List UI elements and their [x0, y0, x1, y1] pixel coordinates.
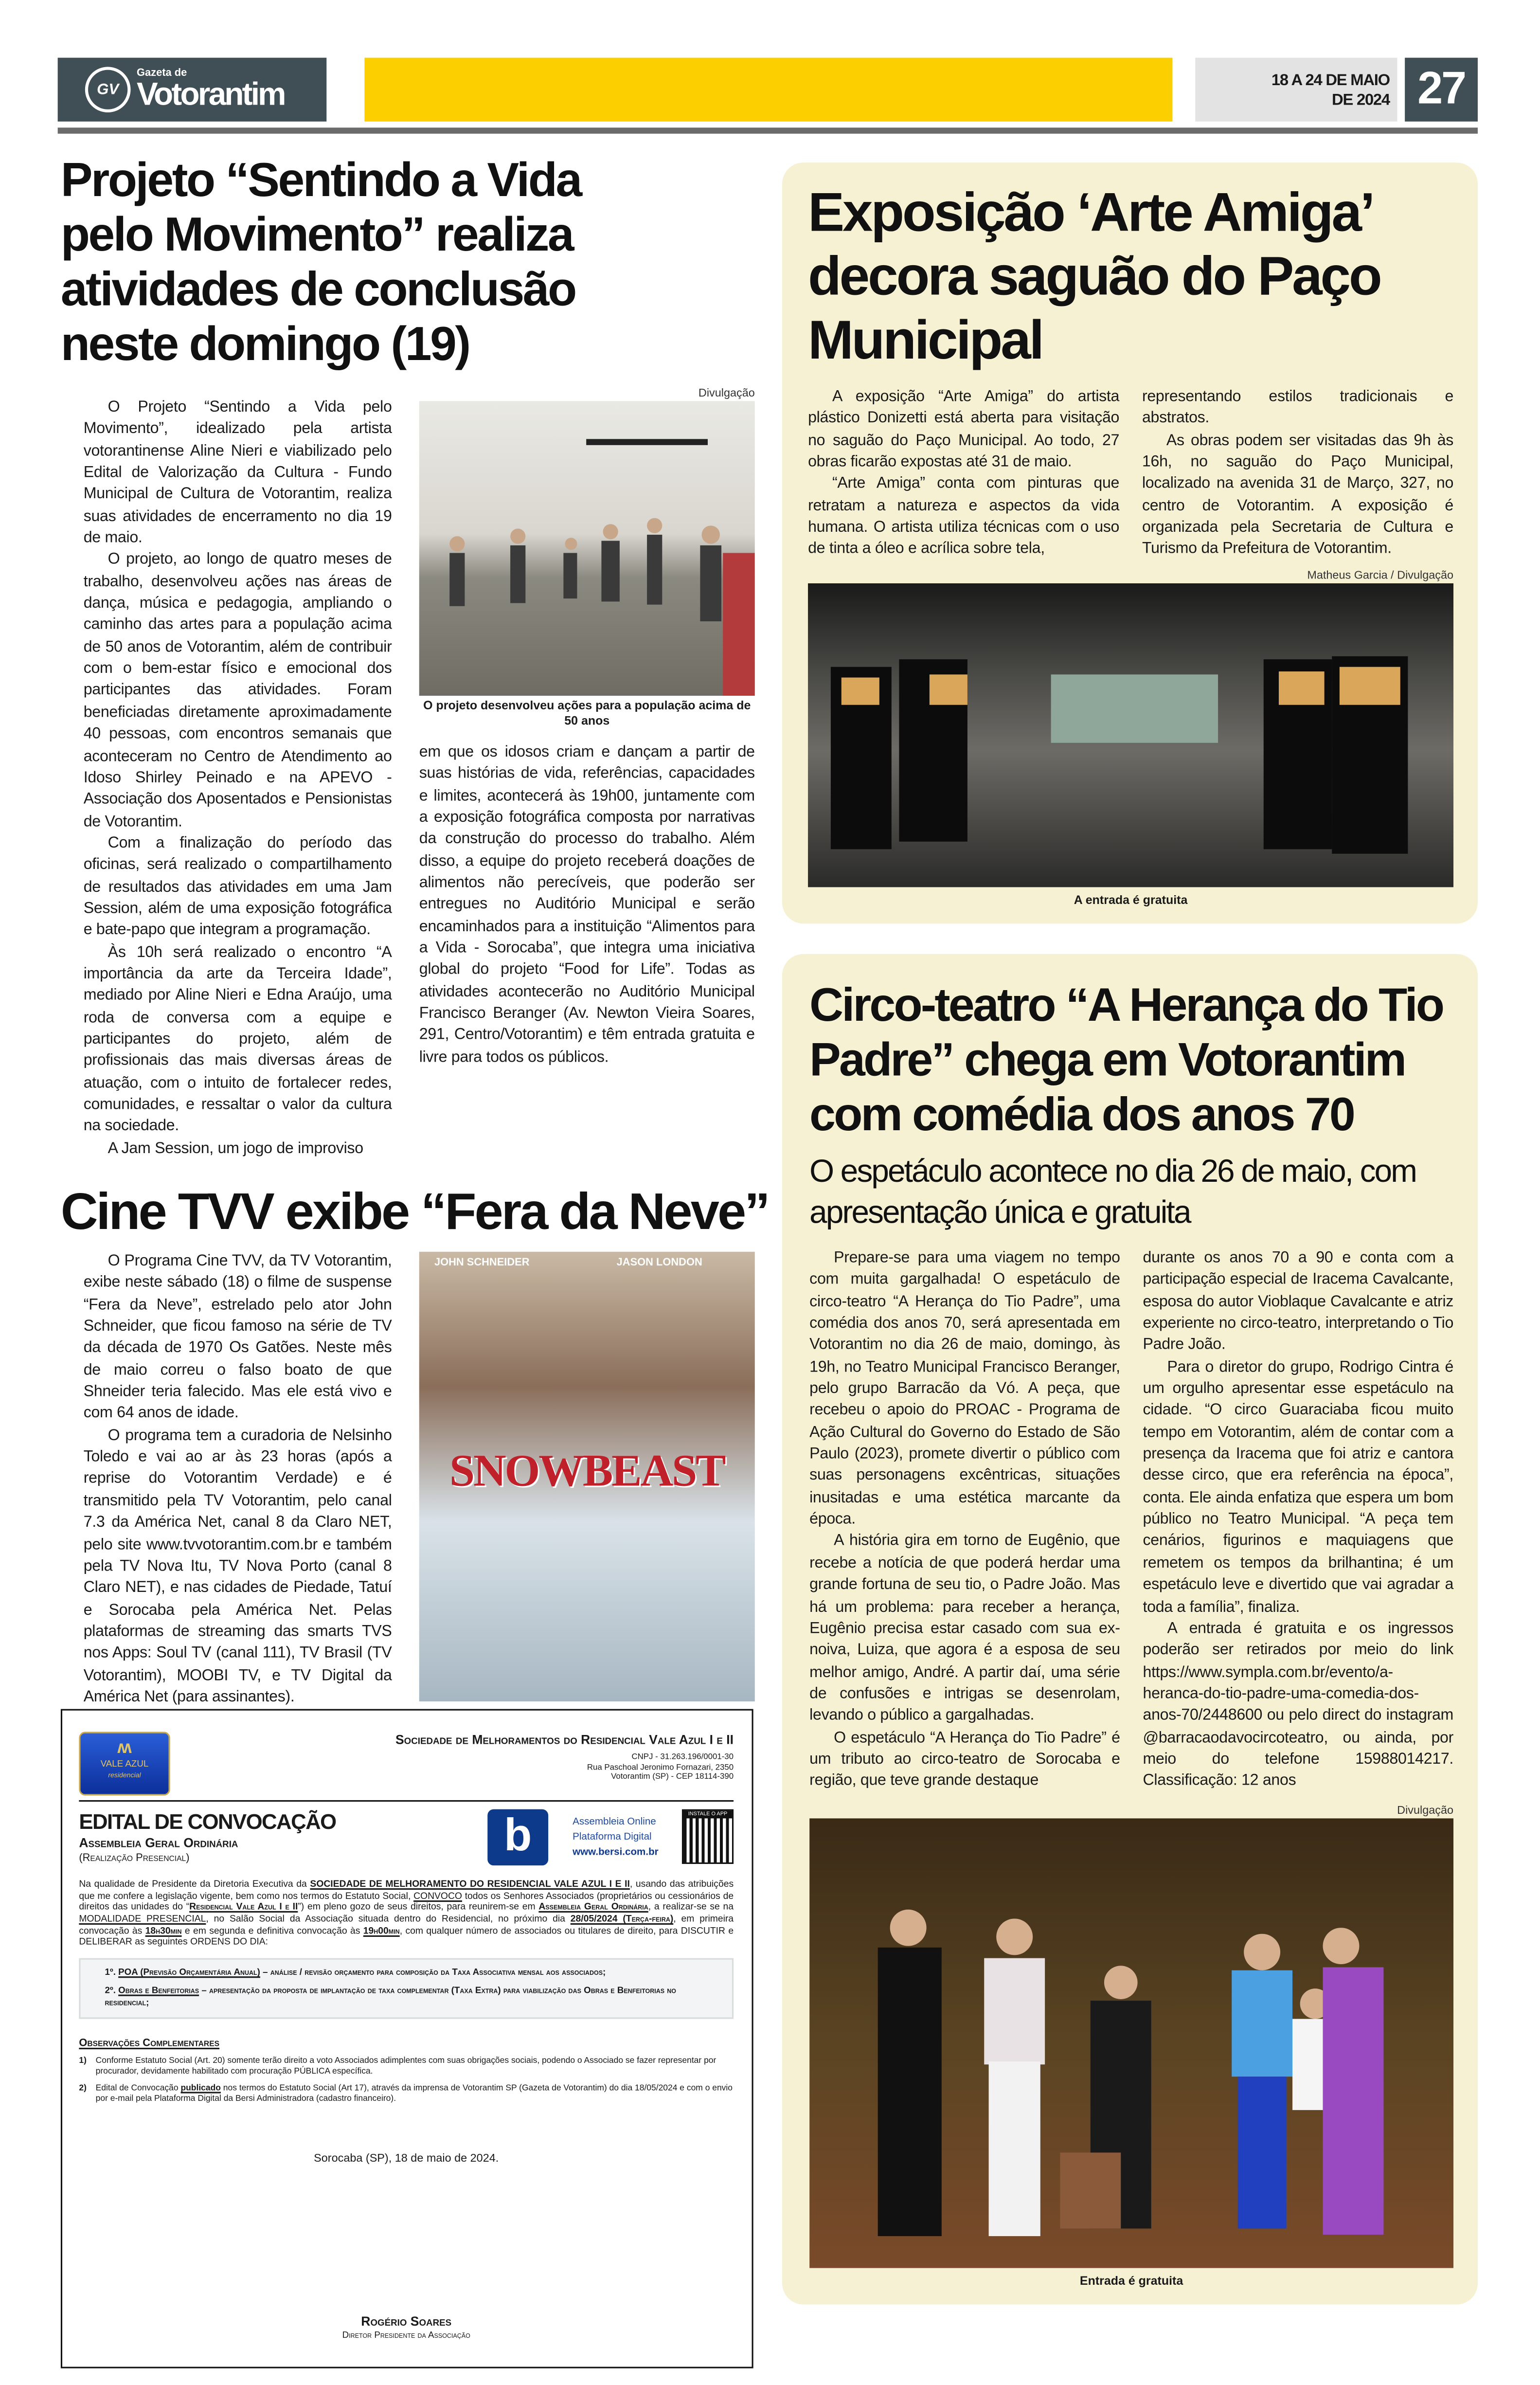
paragraph: A Jam Session, um jogo de improviso — [107, 1140, 363, 1157]
paragraph: O Programa Cine TVV, da TV Votorantim, exibe neste sábado (18) o filme de suspense “Fera da Neve”, estrelado pelo ator John Schneider, que ficou famoso na série de TV da década de 1970 Os Gatões. Neste mês de maio correu o falso boato de que Shneider teria falecido. Mas ele está vivo e com 64 anos de idade. — [83, 1253, 392, 1423]
agenda-item-1 — [105, 1967, 720, 1979]
paragraph: A história gira em torno de Eugênio, que recebe a notícia de que poderá herdar uma grande fortuna de seu tio, o Padre João. Mas há um problema: para receber a herança, Eugênio precisa estar casado com sua ex-noiva, Luiza, que agora é a esposa de seu melhor amigo, André. A partir daí, uma série de confusões e intrigas se desenrolam, levando o público a gargalhadas. — [809, 1533, 1120, 1725]
obs-text: nos termos do Estatuto Social (Art 17), através da imprensa de Votorantim SP (Gazeta de Votorantim) do dia 18/05/2024 e com o envio por e-mail pela Plataforma Digital da Bersi Administradora (cadastro financeiro). — [95, 2084, 733, 2104]
edital-obs-title: Observações Complementares — [79, 2038, 220, 2049]
edital-agenda — [79, 1958, 734, 2019]
paragraph: em que os idosos criam e dançam a partir de suas histórias de vida, referências, capacidades e limites, acontecerá às 19h00, juntamente com a exposição fotográfica composta por narrativas da construção do processo do trabalho. Além disso, a equipe do projeto receberá doações de alimentos não perecíveis, que poderão ser entregues no Auditório Municipal e serão encaminhados para a instituição “Alimentos para a Vida - Sorocaba”, que integra uma iniciativa global do projeto “Food for Life”. Todas as atividades acontecerão no Auditório Municipal Francisco Beranger (Av. Newton Vieira Soares, 291, Centro/Votorantim) e têm entrada gratuita e livre para todos os públicos. — [419, 744, 755, 1066]
edital-org-name: Sociedade de Melhoramentos do Residencial Vale Azul I e II — [395, 1732, 734, 1748]
article1-col2 — [419, 743, 755, 1070]
article4-col1 — [809, 1249, 1120, 1794]
obs-num: 2) — [79, 2084, 87, 2093]
edital-text: , usando das atribuições que me confere a legislação vigente, bem como nos termos do Estatuto Social, — [79, 1879, 734, 1902]
article1-photo-credit: Divulgação — [698, 386, 755, 400]
article4-title: Circo-teatro “A Herança do Tio Padre” chega em Votorantim com comédia dos anos 70 — [809, 978, 1443, 1141]
edital-text: e em segunda e definitiva convocação às — [181, 1925, 363, 1936]
poster-title: SNOWBEAST — [449, 1446, 725, 1497]
agenda-head: POA (Previsão Orçamentária Anual) — [118, 1968, 260, 1978]
edital-text: , a realizar-se se na — [648, 1902, 734, 1914]
issue-date-line2: DE 2024 — [1332, 91, 1390, 109]
edital-announcement — [61, 1709, 753, 2368]
article1-title: Projeto “Sentindo a Vida pelo Movimento” realiza atividades de conclusão neste domingo (19) — [60, 152, 581, 371]
article4-photo-caption: Entrada é gratuita — [1079, 2274, 1183, 2288]
paragraph: representando estilos tradicionais e abstratos. — [1142, 389, 1454, 428]
bersi-logo-icon: b — [487, 1809, 548, 1866]
article3-photo-credit: Matheus Garcia / Divulgação — [1307, 567, 1454, 582]
logo-small-text: Gazeta de — [137, 68, 187, 79]
edital-cnpj: CNPJ - 31.263.196/0001-30 — [631, 1753, 734, 1763]
article2-body-row — [61, 1252, 755, 1709]
obs-item — [79, 2084, 734, 2105]
paragraph: O programa tem a curadoria de Nelsinho Toledo e vai ao ar às 23 horas (após a reprise do Votorantim Verdade) e é transmitido pela TV Votorantim, pelo canal 7.3 da América Net, canal 8 da Claro NET, pelo site www.tvvotorantim.com.br e também pela TV Nova Itu, TV Nova Porto (canal 8 Claro NET), e nas cidades de Piedade, Tatuí e Sorocaba pela América Net. Pelas plataformas de streaming das smarts TVS nos Apps: Soul TV (canal 111), TV Brasil (TV Votorantim), MOOBI TV, e TV Digital da América Net (para assinantes). — [83, 1427, 392, 1706]
article3-box — [782, 163, 1478, 923]
paragraph: A entrada é gratuita e os ingressos poderão ser retirados por meio do link https://www.sympla.com.br/evento/a-heranca-do-tio-padre-uma-comedia-dos-anos-70/2448600 ou pelo direct do instagram @barracaodavocircoteatro, ou ainda, por meio do telefone 15988014217. Classificação: 12 anos — [1143, 1621, 1454, 1790]
exhibition-illustration — [808, 583, 1453, 871]
article1-photo-caption: O projeto desenvolveu ações para a população acima de 50 anos — [423, 699, 751, 728]
qr-label: INSTALE O APP — [683, 1811, 732, 1819]
header-yellow-band — [364, 58, 1172, 122]
edital-title: EDITAL DE CONVOCAÇÃO — [79, 1809, 336, 1834]
agenda-num: 1º. — [105, 1968, 116, 1978]
snowbeast-poster — [419, 1252, 755, 1701]
edital-text-bold: Residencial Vale Azul I e II — [189, 1902, 298, 1914]
article1-photo-dance-class — [419, 401, 755, 696]
article2-title: Cine TVV exibe “Fera da Neve” — [60, 1183, 769, 1242]
edital-place-date: Sorocaba (SP), 18 de maio de 2024. — [314, 2150, 499, 2165]
edital-subtitle: Assembleia Geral Ordinária — [79, 1835, 238, 1851]
issue-date — [1195, 58, 1397, 122]
vale-azul-logo-mark-icon: ʍ — [117, 1736, 132, 1758]
paragraph: Prepare-se para uma viagem no tempo com muita gargalhada! O espetáculo de circo-teatro “A Herança do Tio Padre”, uma comédia dos anos 70, será apresentada em Votorantim no dia 26 de maio, domingo, às 19h, no Teatro Municipal Francisco Beranger, pelo grupo Barracão da Vó. A peça, que recebeu o apoio do PROAC - Programa de Ação Cultural do Governo do Estado de São Paulo (2023), promete divertir o público com suas personagens excêntricas, situações inusitadas e uma estética marcante da época. — [809, 1250, 1120, 1529]
paragraph: As obras podem ser visitadas das 9h às 16h, no saguão do Paço Municipal, localizado na avenida 31 de Março, 327, no centro de Votorantim. A exposição é organizada pela Secretaria de Cultura e Turismo da Prefeitura de Votorantim. — [1142, 432, 1454, 559]
page-number: 27 — [1405, 58, 1478, 122]
bersi-url[interactable]: www.bersi.com.br — [573, 1847, 659, 1859]
left-column — [60, 152, 769, 2342]
article3-col1 — [808, 387, 1119, 561]
obs-item — [79, 2057, 734, 2078]
header-divider — [58, 127, 1478, 133]
newspaper-logo — [58, 58, 327, 122]
vale-azul-logo-subtext: residencial — [108, 1771, 141, 1779]
logo-big-text: Votorantim — [137, 77, 285, 113]
edital-text-bold: 19h00min — [363, 1925, 400, 1936]
edital-title-row — [79, 1809, 734, 1866]
edital-address1: Rua Paschoal Jeronimo Fornazari, 2350 — [587, 1763, 734, 1772]
edital-text-bold: SOCIEDADE DE MELHORAMENTO DO RESIDENCIAL VALE AZUL I E II — [310, 1879, 630, 1890]
paragraph: Às 10h será realizado o encontro “A importância da arte da Terceira Idade”, mediado por Aline Nieri e Edna Araújo, uma roda de conversa com a equipe e participantes do projeto, além de profissionais das mais diversas áreas de atuação, com o intuito de fortalecer redes, comunidades, e ressaltar o valor da cultura na sociedade. — [83, 944, 392, 1136]
article4-subtitle: O espetáculo acontece no dia 26 de maio, com apresentação única e gratuita — [809, 1154, 1416, 1231]
dancers-illustration — [419, 401, 755, 696]
article3-photo-caption: A entrada é gratuita — [1074, 893, 1188, 907]
article1-body — [61, 386, 755, 1160]
obs-text-bold: publicado — [180, 2084, 221, 2093]
edital-text: , no Salão Social da Associação situada dentro do Residencial, no próximo dia — [206, 1914, 571, 1925]
edital-address2: Votorantim (SP) - CEP 18114-390 — [611, 1772, 734, 1782]
edital-org-info — [395, 1753, 734, 1783]
vale-azul-logo-text: VALE AZUL — [100, 1761, 149, 1771]
article4-photo-theater-cast — [809, 1818, 1453, 2268]
agenda-item-2 — [105, 1985, 720, 2009]
edital-text: MODALIDADE PRESENCIAL — [79, 1914, 206, 1925]
edital-text: ”) em pleno gozo de seus direitos, para reunirem-se em — [298, 1902, 539, 1914]
paragraph: “Arte Amiga” conta com pinturas que retratam a natureza e aspectos da vida humana. O artista utiliza técnicas com o uso de tinta a óleo e acrílica sobre tela, — [808, 476, 1120, 559]
article4-col2 — [1143, 1249, 1454, 1794]
paragraph: durante os anos 70 a 90 e conta com a participação especial de Iracema Cavalcante, esposa do autor Vioblaque Cavalcante e atriz experiente no circo-teatro, interpretando o Tio Padre João. — [1143, 1250, 1454, 1355]
edital-header — [79, 1732, 734, 1802]
edital-mode: (Realização Presencial) — [79, 1853, 190, 1864]
paragraph: Com a finalização do período das oficinas, será realizado o compartilhamento de resultados das atividades em uma Jam Session, além de uma exposição fotográfica e bate-papo que integram a programação. — [83, 835, 392, 940]
article3-title: Exposição ‘Arte Amiga’ decora saguão do Paço Municipal — [808, 181, 1380, 371]
edital-signer: Rogério Soares — [361, 2314, 452, 2330]
paragraph: Para o diretor do grupo, Rodrigo Cintra é um orgulho apresentar esse espetáculo na cidade. “O circo Guaraciaba ficou muito tempo em Votorantim, além de contar com a presença da Iracema que foi atriz e cantora desse circo, que era referência na época”, conta. Ele ainda enfatiza que espera um bom público no Teatro Municipal. “A peça tem cenários, figurinos e maquiagens que remetem os tempos da brilhantina; é um espetáculo leve e divertido que vai agradar a toda a família”, finaliza. — [1143, 1359, 1454, 1616]
edital-text: , em primeira convocação às — [79, 1914, 734, 1936]
edital-body — [79, 1879, 734, 1949]
agenda-text: – apresentação da proposta de implantação de taxa complementar (Taxa Extra) para viabilização das Obras e Benfeitorias no residencial; — [105, 1987, 677, 2008]
article2-body — [84, 1252, 392, 1709]
paragraph: O projeto, ao longo de quatro meses de trabalho, desenvolveu ações nas áreas de dança, música e pedagogia, ampliando o caminho das artes para a população acima de 50 anos de Votorantim, além de contribuir com o bem-estar físico e emocional dos participantes das atividades. Foram beneficiadas diretamente aproximadamente 40 pessoas, com encontros semanais que aconteceram no Centro de Atendimento ao Idoso Shirley Peinado e na APEVO - Associação dos Aposentados e Pensionistas de Votorantim. — [83, 552, 392, 831]
article3-photo-exhibition — [808, 583, 1453, 887]
issue-date-line1: 18 A 24 DE MAIO — [1271, 71, 1390, 90]
agenda-text: – análise / revisão orçamento para composição da Taxa Associativa mensal aos associados; — [260, 1968, 606, 1978]
article4-photo-credit: Divulgação — [1397, 1802, 1454, 1817]
edital-obs — [79, 2057, 734, 2105]
paragraph: O Projeto “Sentindo a Vida pelo Movimento”, idealizado pela artista votorantinense Aline Nieri e viabilizado pelo Edital de Valorização da Cultura - Fundo Municipal de Cultura de Votorantim, realiza suas atividades de encerramento no dia 19 de maio. — [83, 399, 392, 547]
paragraph: A exposição “Arte Amiga” do artista plástico Donizetti está aberta para visitação no saguão do Paço Municipal. Ao todo, 27 obras ficarão expostas até 31 de maio. — [808, 389, 1120, 471]
vale-azul-logo — [79, 1732, 170, 1796]
edital-text: todos os Senhores Associados (proprietários ou cessionários de direitos das unidades do “ — [79, 1891, 734, 1914]
agenda-head: Obras e Benfeitorias — [118, 1987, 199, 1996]
edital-text: Na qualidade de Presidente da Diretoria Executiva da — [79, 1879, 310, 1890]
bersi-info — [573, 1809, 682, 1861]
paragraph: O espetáculo “A Herança do Tio Padre” é um tributo ao circo-teatro de Sorocaba e região, que teve grande destaque — [809, 1729, 1120, 1790]
bersi-line1: Assembleia Online — [573, 1817, 656, 1828]
poster-actor2: JASON LONDON — [616, 1258, 702, 1269]
edital-text-bold: 28/05/2024 (Terça-feira) — [570, 1914, 674, 1925]
poster-actor1: JOHN SCHNEIDER — [434, 1258, 530, 1269]
edital-text-bold: Assembleia Geral Ordinária — [538, 1902, 648, 1914]
bersi-line2: Plataforma Digital — [573, 1832, 652, 1843]
edital-text: CONVOCO — [413, 1891, 462, 1902]
agenda-num: 2º. — [105, 1987, 116, 1996]
article4-box — [782, 954, 1478, 2305]
obs-text: Conforme Estatuto Social (Art. 20) somente terão direito a voto Associados adimplentes com suas obrigações sociais, podendo o Associado se fazer representar por procurador, devidamente habilitado com procuração PÚBLICA específica. — [95, 2057, 716, 2077]
article3-columns — [808, 387, 1453, 561]
edital-text-bold: 18h30min — [145, 1925, 182, 1936]
cast-illustration — [809, 1818, 1453, 2241]
edital-text: , com qualquer número de associados ou titulares de direito, para DISCUTIR e DELIBERAR as seguintes ORDENS DO DIA: — [79, 1925, 734, 1948]
logo-mark-icon: GV — [85, 67, 131, 112]
article4-columns — [809, 1249, 1453, 1794]
obs-num: 1) — [79, 2057, 87, 2066]
article1-col1 — [84, 386, 392, 1160]
edital-signer-role: Diretor Presidente da Associação — [342, 2332, 470, 2342]
article3-col2 — [1142, 387, 1453, 561]
qr-code-icon[interactable] — [682, 1809, 734, 1864]
obs-text: Edital de Convocação — [95, 2084, 181, 2093]
